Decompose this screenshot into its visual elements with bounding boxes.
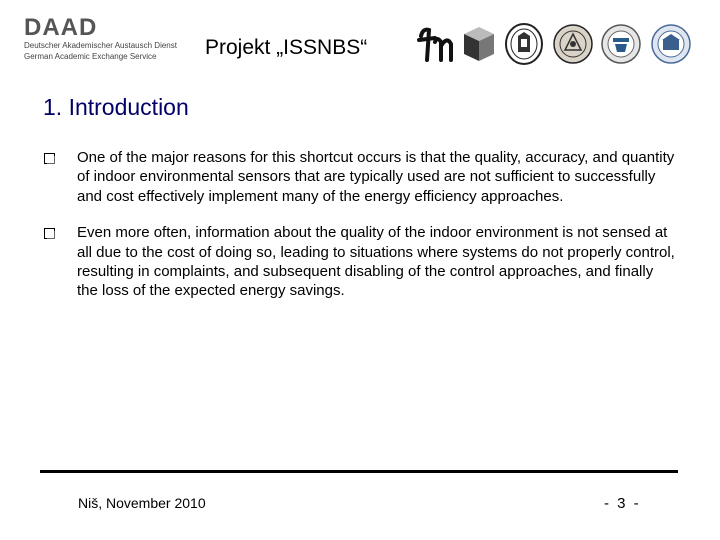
daad-german-name: Deutscher Akademischer Austausch Dienst	[24, 41, 177, 50]
daad-logo	[24, 16, 177, 62]
bullet-text: Even more often, information about the quality of the indoor environment is not sensed at all due to the cost of doing so, leading to situations where systems do not properly control, resulting in complaints, and subsequent disabling of the control approaches, and finally the loss of the expected energy savings.	[77, 224, 675, 300]
university-seal-2-icon	[553, 22, 593, 66]
university-seal-1-icon	[504, 22, 544, 66]
checkbox-bullet-icon	[44, 148, 77, 206]
slide-title: 1. Introduction	[43, 94, 189, 120]
bullet-list	[44, 148, 676, 318]
university-seal-3-icon	[601, 22, 641, 66]
page-number: - 3 -	[604, 495, 641, 512]
tn-logo-icon	[415, 22, 459, 70]
footer-divider	[40, 470, 678, 473]
cube-logo-icon	[460, 24, 498, 64]
footer-location-date: Niš, November 2010	[78, 495, 206, 511]
bullet-text: One of the major reasons for this shortcut occurs is that the quality, accuracy, and quantity of indoor environmental sensors that are typically used are not sufficient to successfully and cost effectively implement many of the energy efficiency approaches.	[77, 149, 675, 205]
project-title: Projekt „ISSNBS“	[205, 36, 368, 59]
list-item	[44, 148, 676, 206]
checkbox-bullet-icon	[44, 223, 77, 301]
daad-name: DAAD	[24, 14, 98, 41]
list-item	[44, 223, 676, 301]
university-seal-4-icon	[651, 22, 691, 66]
daad-english-name: German Academic Exchange Service	[24, 52, 157, 61]
